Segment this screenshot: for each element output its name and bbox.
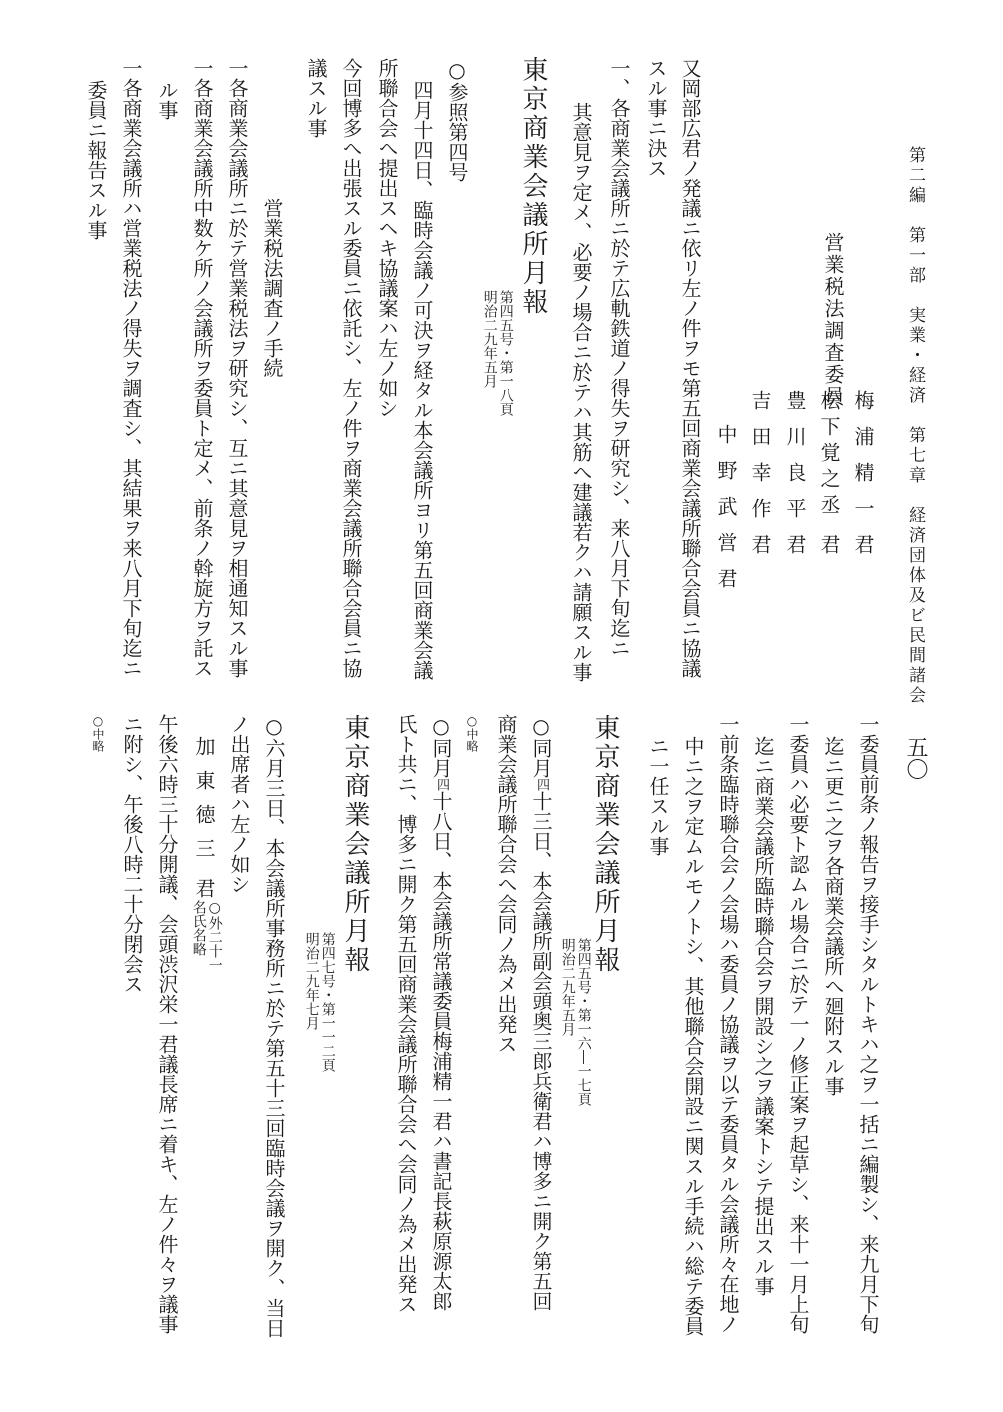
item-line: 一委員前条ノ報告ヲ接手シタルトキハ之ヲ一括ニ編製シ、来九月下旬 [856,714,880,1334]
committee-label: 営業税法調査委員 [821,232,845,408]
reference-heading: ○参照第四号 [445,58,469,182]
entry-text: 十八日、本会議所常議委員梅浦精一君ハ書記長萩原源太郎 [429,791,453,1311]
source-title: 東京商業会議所月報 [590,714,620,975]
text-line: 委員ニ報告スル事 [84,80,108,240]
source-issue: 第四五号・第一八頁 [497,290,514,416]
text-line: ニ一任スル事 [646,736,670,856]
omission-note: ○中略 [465,714,479,752]
text-line: ノ出席者ハ左ノ如シ [227,714,251,894]
omission-note: ○中略 [91,714,105,752]
attendee-note-b: 名氏名略 [190,900,207,956]
member-name: 中野武営 [714,424,738,568]
entry-line [431,714,451,1311]
procedure-heading: 営業税法調査ノ手続 [260,198,284,378]
attendee-note-a: ○外二十一 [206,900,223,972]
entry-text: 十三日、本会議所副会頭奥三郎兵衛君ハ博多ニ開ク第五回 [529,791,553,1311]
item-line: 一、各商業会議所ニ於テ広軌鉄道ノ得失ヲ研究シ、来八月下旬迄ニ [607,58,631,658]
source-title: 東京商業会議所月報 [340,714,370,975]
month-annotation: 四 [534,778,549,791]
text-line: 氏ト共ニ、博多ニ開ク第五回商業会議所聯合会へ会同ノ為メ出発ス [394,714,418,1314]
member-4 [750,390,770,554]
entry-line [531,714,551,1311]
member-name: 吉田幸作 [748,390,772,534]
text-line: ル事 [155,80,179,120]
text-line: 四月十四日、臨時会議ノ可決ヲ経タル本会議所ヨリ第五回商業会議 [410,80,434,680]
entry-month: ○同月 [529,714,553,778]
month-annotation: 四 [434,778,449,791]
member-honorific: 君 [714,568,738,588]
member-honorific: 君 [817,534,841,556]
member-name: 松下覚之丞 [817,390,841,520]
item-line: 一前条臨時聯合会ノ会場ハ委員ノ協議ヲ以テ委員タル会議所々在地ノ [716,714,740,1334]
member-5 [716,424,736,588]
text-line: 午後六時三十分開議、会頭渋沢栄一君議長席ニ着キ、左ノ件々ヲ議事 [155,714,179,1334]
text-line: ニ附シ、午後八時二十分閉会ス [120,714,144,994]
source-date: 明治二九年七月 [303,932,320,1030]
entry-month: ○同月 [429,714,453,778]
source-date: 明治二九年五月 [559,938,576,1036]
item-line: 一各商業会議所ハ営業税法ノ得失ヲ調査シ、其結果ヲ来八月下旬迄ニ [119,58,143,678]
text-line: 迄ニ商業会議所臨時聯合会ヲ開設シ之ヲ議案トシテ提出スル事 [751,736,775,1296]
running-header: 第二編 第一部 実業・経済 第七章 経済団体及ビ民間諸会 [905,146,925,706]
text-line: 所聯合会へ提出スヘキ協議案ハ左ノ如シ [375,58,399,418]
text-line: 又岡部広君ノ発議ニ依リ左ノ件ヲモ第五回商業会議所聯合会員ニ協議 [678,58,702,678]
member-3 [785,390,805,554]
item-line: 其意見ヲ定メ、必要ノ場合ニ於テハ其筋へ建議若クハ請願スル事 [569,102,593,682]
attendee-name: 加東徳三 [192,736,216,872]
member-1 [853,390,873,554]
member-honorific: 君 [748,534,772,554]
member-honorific: 君 [783,534,807,554]
entry-line: ○六月三日、本会議所事務所ニ於テ第五十三回臨時会議ヲ開ク、当日 [262,714,286,1338]
page-number: 五〇 [903,736,928,780]
source-issue: 第四七号・第一一二頁 [319,932,336,1072]
source-issue: 第四五号・第一六―一七頁 [575,938,592,1106]
text-line: 今回博多へ出張スル委員ニ依託シ、左ノ件ヲ商業会議所聯合会員ニ協 [339,58,363,678]
text-line: 議スル事 [304,58,328,138]
member-name: 梅浦精一 [851,390,875,534]
text-line: 商業会議所聯合会へ会同ノ為メ出発ス [494,714,518,1054]
member-honorific: 君 [851,534,875,554]
attendee-honorific: 君 [192,878,216,898]
text-line: 迄ニ更ニ之ヲ各商業会議所へ廻附スル事 [821,736,845,1096]
source-title: 東京商業会議所月報 [518,56,548,317]
member-name: 豊川良平 [783,390,807,534]
item-line: 一各商業会議所ニ於テ営業税法ヲ研究シ、互ニ其意見ヲ相通知スル事 [225,58,249,678]
text-line: スル事ニ決ス [644,58,668,178]
text-line: 中ニ之ヲ定ムルモノトシ、其他聯合会開設ニ関スル手続ハ総テ委員 [681,736,705,1336]
item-line: 一委員ハ必要ト認ムル場合ニ於テ一ノ修正案ヲ起草シ、来十一月上旬 [786,714,810,1334]
source-date: 明治二九年五月 [481,290,498,388]
member-2 [819,390,839,556]
item-line: 一各商業会議所中数ケ所ノ会議所ヲ委員ト定メ、前条ノ斡旋方ヲ託ス [190,58,214,678]
